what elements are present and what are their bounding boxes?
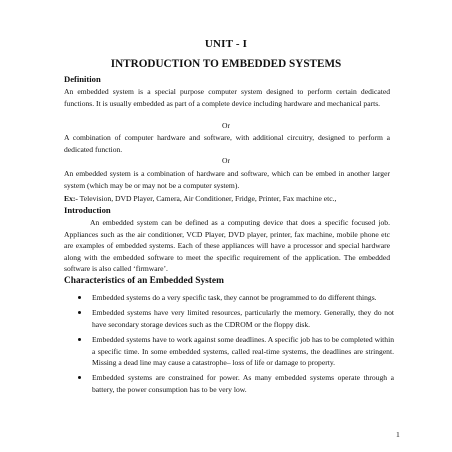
definition-paragraph-1: An embedded system is a special purpose computer system designed to perform certain dedicated functions. It is usually embedded as part of a complete device including hardware and mechanical parts. — [64, 87, 390, 108]
introduction-heading: Introduction — [64, 205, 111, 215]
definition-paragraph-3: An embedded system is a combination of hardware and software, which can be embed in another larger system (which may be or may not be a computer system). — [64, 169, 390, 190]
bullet-icon — [78, 311, 81, 314]
examples-text: Television, DVD Player, Camera, Air Conditioner, Fridge, Printer, Fax machine etc., — [77, 194, 337, 203]
chapter-title: INTRODUCTION TO EMBEDDED SYSTEMS — [110, 58, 342, 70]
or-separator-2: Or — [221, 156, 230, 165]
list-item-text: Embedded systems have to work against some deadlines. A specific job has to be completed within a specific time. In some embedded systems, called real-time systems, the deadlines are stringent. Missing a dead line may cause a catastrophe– loss of life or damage to property. — [92, 335, 394, 368]
definition-paragraph-2: A combination of computer hardware and software, with additional circuitry, designed to perform a dedicated function. — [64, 133, 390, 154]
examples-label: Ex:- — [64, 194, 78, 203]
bullet-icon — [78, 338, 81, 341]
characteristics-list — [64, 292, 394, 399]
unit-heading: UNIT - I — [204, 38, 248, 50]
definition-heading: Definition — [64, 74, 101, 84]
list-item — [64, 372, 394, 395]
list-item — [64, 334, 394, 368]
bullet-icon — [78, 376, 81, 379]
list-item — [64, 307, 394, 330]
list-item — [64, 292, 394, 303]
list-item-text: Embedded systems do a very specific task, they cannot be programmed to do different things. — [92, 293, 377, 302]
list-item-text: Embedded systems are constrained for power. As many embedded systems operate through a battery, the power consumption has to be very low. — [92, 373, 394, 394]
introduction-paragraph: An embedded system can be defined as a computing device that does a specific focused job. Appliances such as the air conditioner, VCD Player, DVD player, printer, fax machine, mobile phone etc are examples of embedded systems. Each of these appliances will have a processor and special hardware along with the embedded software to meet the specific requirement of the application. The embedded software is also called ‘firmware’. — [64, 218, 390, 274]
bullet-icon — [78, 296, 81, 299]
or-separator-1: Or — [221, 121, 230, 130]
characteristics-heading: Characteristics of an Embedded System — [64, 276, 224, 286]
examples-line — [64, 193, 390, 205]
list-item-text: Embedded systems have very limited resources, particularly the memory. Generally, they do not have secondary storage devices such as the CDROM or the floppy disk. — [92, 308, 394, 329]
page-number: 1 — [396, 430, 400, 439]
